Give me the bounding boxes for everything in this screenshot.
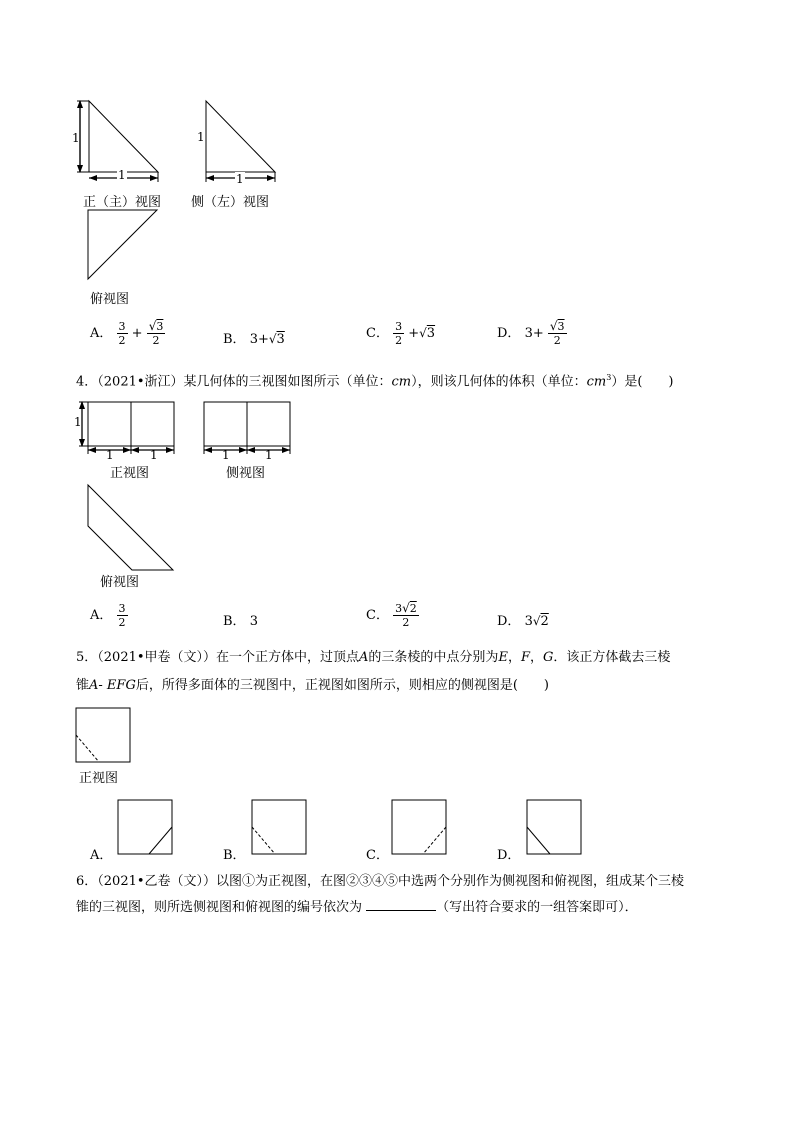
q5-option-b[interactable]: B． [223, 848, 246, 863]
q4-top-caption: 俯视图 [100, 575, 140, 590]
q3-front-left-dim: 1 [72, 131, 80, 145]
q4-front-left-dim: 1 [74, 415, 82, 429]
q4-side-caption: 侧视图 [226, 466, 266, 481]
q5-option-d[interactable]: D． [497, 848, 521, 863]
q5-option-a[interactable]: A． [90, 848, 113, 863]
q5-option-c-figure[interactable] [390, 798, 450, 858]
q3-front-caption: 正（主）视图 [83, 195, 162, 210]
q6-answer-blank[interactable] [366, 897, 436, 911]
q4-option-d[interactable]: D． 3√2 [497, 614, 549, 629]
q3-option-a[interactable]: A． $\frac{3}{2}$ + $\frac{√3}{2}$ [90, 319, 164, 347]
q3-option-b[interactable]: B． 3+√3 [223, 332, 285, 347]
q3-front-bottom-dim: 1 [118, 168, 126, 182]
q5-option-c[interactable]: C． [366, 848, 389, 863]
q5-front-view [74, 706, 134, 766]
q4-front-bottom-dim-2: 1 [150, 448, 158, 462]
q4-front-view [74, 398, 184, 462]
q5-option-b-figure[interactable] [250, 798, 310, 858]
q6-stem-line1: 6．（2021•乙卷（文））以图①为正视图，在图②③④⑤中选两个分别作为侧视图和俯视图，组成某个三棱 [76, 874, 685, 889]
q4-option-a[interactable]: A． $\frac{3}{2}$ [90, 602, 126, 629]
q4-side-view [198, 398, 298, 462]
q3-top-view [80, 205, 170, 285]
q5-option-a-figure[interactable] [116, 798, 176, 858]
q4-front-bottom-dim-1: 1 [106, 448, 114, 462]
q6-stem-line2: 锥的三视图，则所选侧视图和俯视图的编号依次为 （写出符合要求的一组答案即可）． [76, 896, 638, 920]
q4-side-bottom-dim-1: 1 [222, 448, 230, 462]
q3-side-bottom-dim: 1 [236, 172, 244, 186]
q3-option-c[interactable]: C． $\frac{3}{2}$ +√3 [366, 320, 436, 347]
q5-option-d-figure[interactable] [525, 798, 585, 858]
q4-front-caption: 正视图 [110, 466, 150, 481]
q3-option-d[interactable]: D． 3+ $\frac{√3}{2}$ [497, 319, 565, 347]
q5-stem-line2: 锥A- EFG后，所得多面体的三视图中，正视图如图所示，则相应的侧视图是( ) [76, 678, 549, 693]
q5-stem-line1: 5．（2021•甲卷（文））在一个正方体中，过顶点A的三条棱的中点分别为E，F，G．该正方体截去三棱 [76, 650, 671, 665]
q3-top-caption: 俯视图 [90, 292, 130, 307]
q3-side-left-dim: 1 [197, 130, 205, 144]
q3-side-caption: 侧（左）视图 [191, 195, 270, 210]
q4-option-b[interactable]: B． 3 [223, 614, 258, 629]
q4-top-view [80, 480, 180, 572]
q4-side-bottom-dim-2: 1 [265, 448, 273, 462]
q4-stem: 4．（2021•浙江）某几何体的三视图如图所示（单位：cm），则该几何体的体积（单位：$cm^3$）是( ) [76, 373, 674, 390]
q4-option-c[interactable]: C． $\frac{3√2}{2}$ [366, 601, 417, 629]
q5-front-caption: 正视图 [79, 771, 119, 786]
